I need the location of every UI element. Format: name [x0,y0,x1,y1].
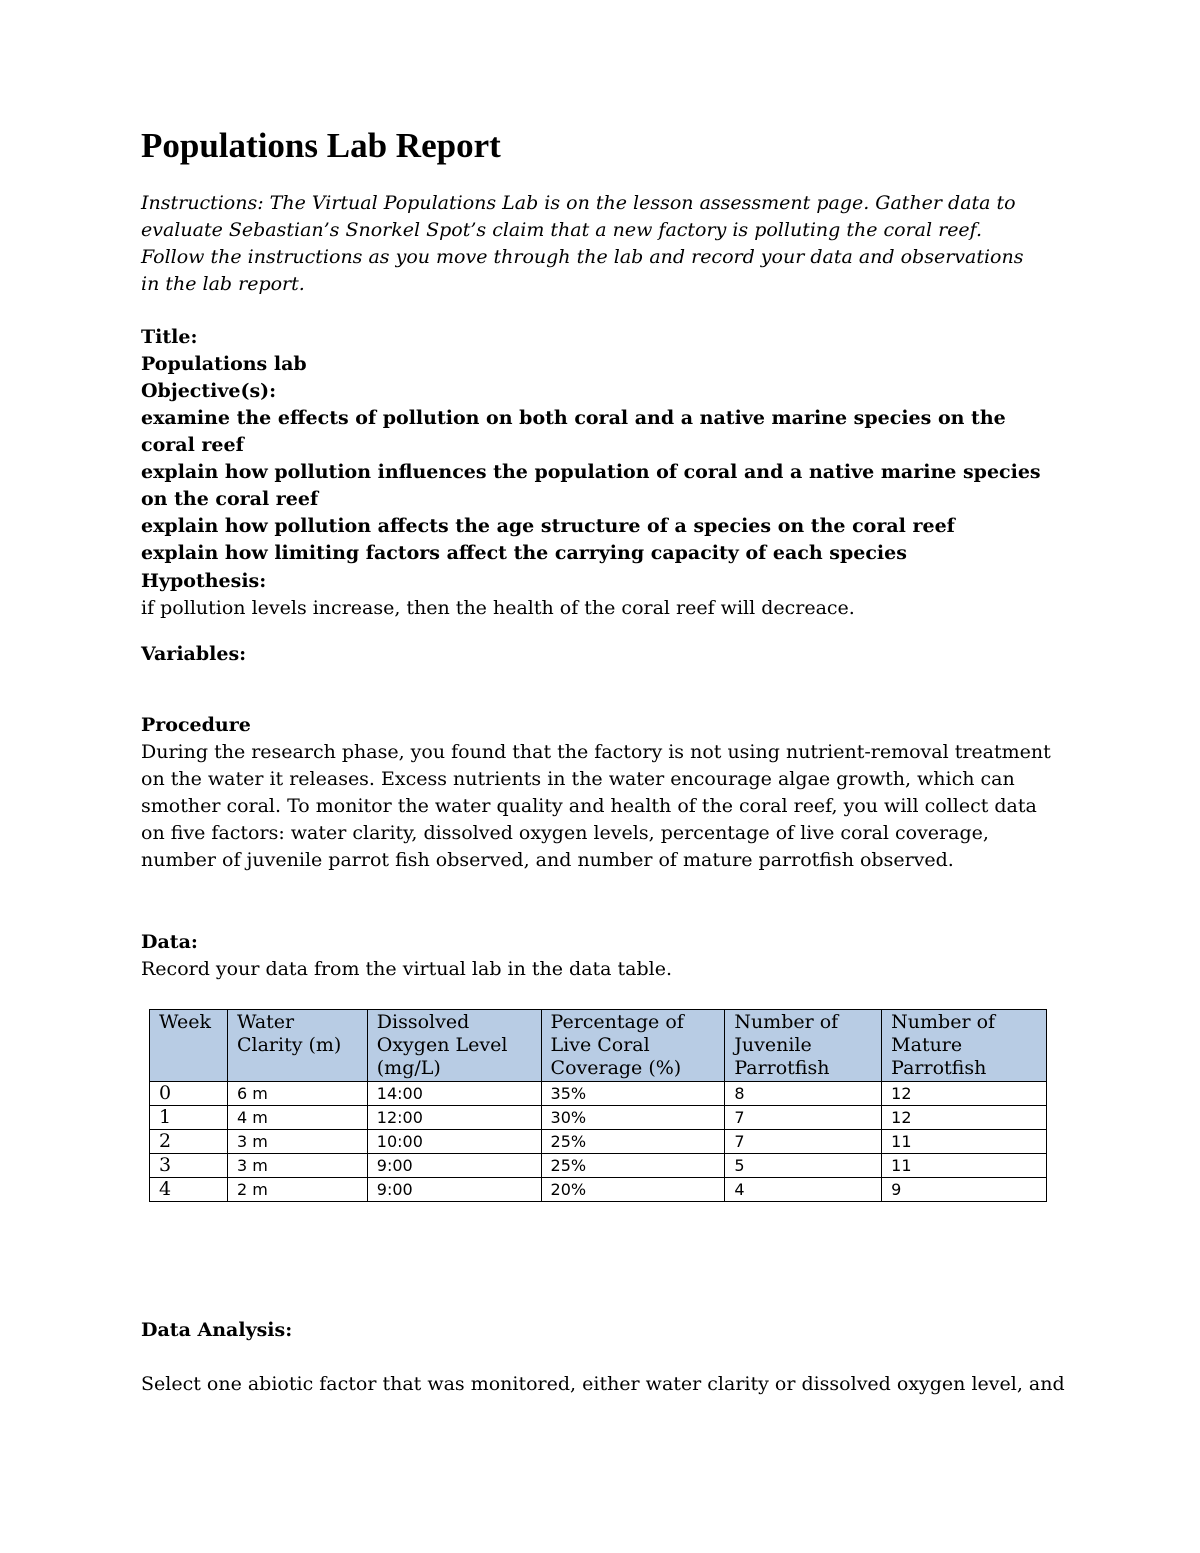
table-cell: 5 [725,1154,882,1178]
table-cell: 9:00 [367,1178,541,1202]
data-section [141,929,1056,983]
table-cell: 11 [882,1154,1047,1178]
procedure-label: Procedure [141,714,251,736]
table-cell: 35% [541,1082,725,1106]
analysis-label: Data Analysis: [141,1319,293,1341]
table-cell: 11 [882,1130,1047,1154]
table-cell: 4 [725,1178,882,1202]
table-cell: 2 [150,1130,228,1154]
table-cell: 9 [882,1178,1047,1202]
table-cell: 25% [541,1154,725,1178]
column-header: Dissolved Oxygen Level (mg/L) [367,1010,541,1082]
table-cell: 3 m [227,1130,367,1154]
title-label: Title: [141,326,198,348]
procedure-section [141,712,1056,874]
hypothesis-label: Hypothesis: [141,570,267,592]
table-cell: 1 [150,1106,228,1130]
data-label: Data: [141,931,198,953]
table-cell: 8 [725,1082,882,1106]
table-cell: 10:00 [367,1130,541,1154]
table-row [150,1106,1047,1130]
table-cell: 7 [725,1106,882,1130]
variables-label: Variables: [141,643,247,665]
column-header: Number of Juvenile Parrotfish [725,1010,882,1082]
hypothesis-text: if pollution levels increase, then the health of the coral reef will decreace. [141,597,855,619]
column-header: Week [150,1010,228,1082]
table-cell: 12 [882,1106,1047,1130]
table-cell: 3 [150,1154,228,1178]
objective-item: explain how limiting factors affect the carrying capacity of each species [141,542,907,564]
hypothesis-section [141,568,1056,622]
table-cell: 25% [541,1130,725,1154]
data-table [149,1009,1047,1202]
table-row [150,1130,1047,1154]
table-cell: 14:00 [367,1082,541,1106]
objective-item: explain how pollution affects the age structure of a species on the coral reef [141,515,955,537]
column-header: Percentage of Live Coral Coverage (%) [541,1010,725,1082]
data-instructions: Record your data from the virtual lab in the data table. [141,958,673,980]
table-cell: 12 [882,1082,1047,1106]
procedure-text: During the research phase, you found that the factory is not using nutrient-removal treatment on the water it releases. Excess nutrients in the water encourage algae growth, which can smother coral. To monitor the water quality and health of the coral reef, you will collect data on five factors: water clarity, dissolved oxygen levels, percentage of live coral coverage, number of juvenile parrot fish observed, and number of mature parrotfish observed. [141,741,1051,871]
table-cell: 0 [150,1082,228,1106]
table-cell: 30% [541,1106,725,1130]
table-cell: 2 m [227,1178,367,1202]
objective-item: explain how pollution influences the population of coral and a native marine species on the coral reef [141,461,1041,510]
table-cell: 4 [150,1178,228,1202]
objective-item: examine the effects of pollution on both coral and a native marine species on the coral reef [141,407,1006,456]
table-cell: 6 m [227,1082,367,1106]
table-row [150,1178,1047,1202]
column-header: Water Clarity (m) [227,1010,367,1082]
objectives-label: Objective(s): [141,380,277,402]
instructions-text: Instructions: The Virtual Populations Lab is on the lesson assessment page. Gather data to evaluate Sebastian’s Snorkel Spot’s claim that a new factory is polluting the coral reef. Follow the instructions as you move through the lab and record your data and observations in the lab report. [141,192,1024,295]
table-cell: 4 m [227,1106,367,1130]
table-header-row [150,1010,1047,1082]
table-row [150,1154,1047,1178]
table-cell: 9:00 [367,1154,541,1178]
table-row [150,1082,1047,1106]
analysis-text: Select one abiotic factor that was monitored, either water clarity or dissolved oxygen level, and [141,1373,1065,1395]
table-cell: 12:00 [367,1106,541,1130]
table-cell: 7 [725,1130,882,1154]
column-header: Number of Mature Parrotfish [882,1010,1047,1082]
table-cell: 20% [541,1178,725,1202]
page-title: Populations Lab Report [141,126,501,165]
title-section [141,324,1056,567]
title-value: Populations lab [141,353,307,375]
table-cell: 3 m [227,1154,367,1178]
